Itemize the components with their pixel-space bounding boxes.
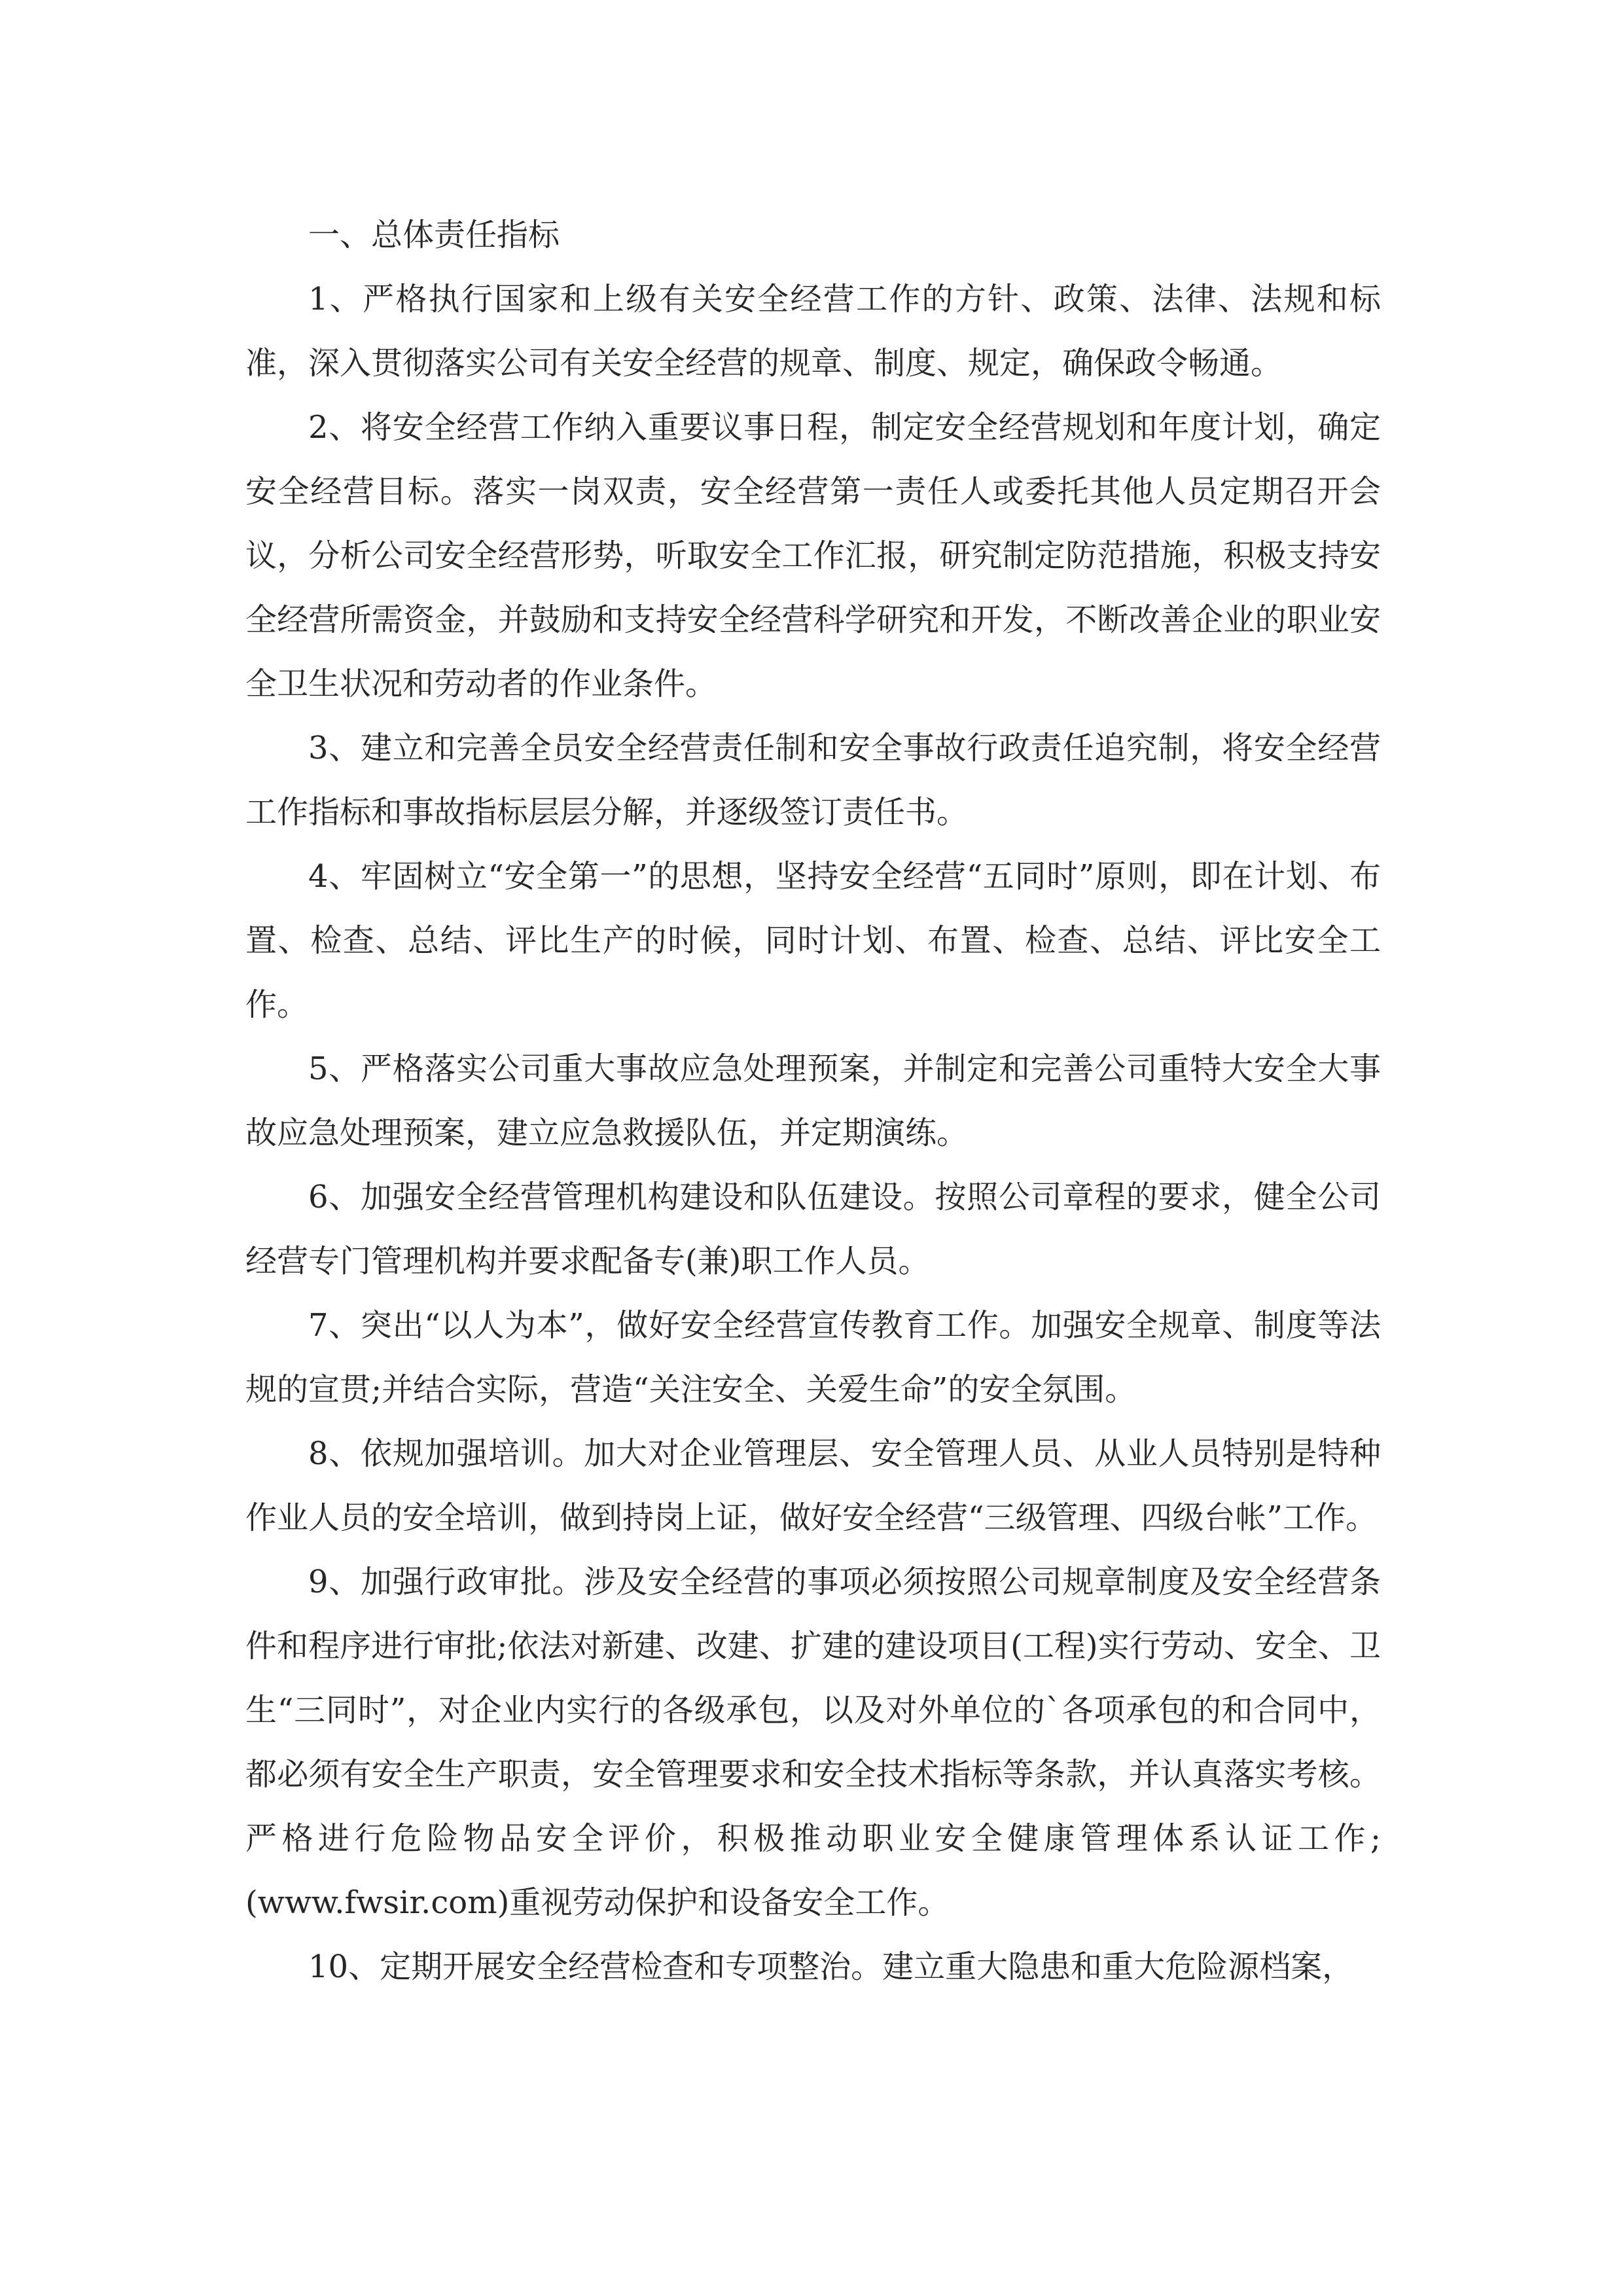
section-heading: 一、总体责任指标 — [308, 217, 560, 253]
paragraph-1: 1、严格执行国家和上级有关安全经营工作的方针、政策、法律、法规和标准，深入贯彻落实公司有关安全经营的规章、制度、规定，确保政令畅通。 — [245, 281, 1381, 382]
paragraph-7: 7、突出“以人为本”，做好安全经营宣传教育工作。加强安全规章、制度等法规的宣贯;并结合实际，营造“关注安全、关爱生命”的安全氛围。 — [245, 1307, 1381, 1408]
paragraph-3: 3、建立和完善全员安全经营责任制和安全事故行政责任追究制，将安全经营工作指标和事故指标层层分解，并逐级签订责任书。 — [245, 730, 1381, 831]
paragraph-4: 4、牢固树立“安全第一”的思想，坚持安全经营“五同时”原则，即在计划、布置、检查、总结、评比生产的时候，同时计划、布置、检查、总结、评比安全工作。 — [245, 858, 1381, 1023]
paragraph-8: 8、依规加强培训。加大对企业管理层、安全管理人员、从业人员特别是特种作业人员的安全培训，做到持岗上证，做好安全经营“三级管理、四级台帐”工作。 — [245, 1435, 1381, 1536]
paragraph-9: 9、加强行政审批。涉及安全经营的事项必须按照公司规章制度及安全经营条件和程序进行审批;依法对新建、改建、扩建的建设项目(工程)实行劳动、安全、卫生“三同时”，对企业内实行的各级承包，以及对外单位的`各项承包的和合同中，都必须有安全生产职责，安全管理要求和安全技术指标等条款，并认真落实考核。严格进行危险物品安全评价，积极推动职业安全健康管理体系认证工作;(www.fwsir.com)重视劳动保护和设备安全工作。 — [245, 1564, 1381, 1921]
document-body — [245, 203, 1381, 1999]
paragraph-10: 10、定期开展安全经营检查和专项整治。建立重大隐患和重大危险源档案， — [308, 1948, 1354, 1985]
paragraph-6: 6、加强安全经营管理机构建设和队伍建设。按照公司章程的要求，健全公司经营专门管理机构并要求配备专(兼)职工作人员。 — [245, 1179, 1381, 1280]
paragraph-5: 5、严格落实公司重大事故应急处理预案，并制定和完善公司重特大安全大事故应急处理预案，建立应急救援队伍，并定期演练。 — [245, 1050, 1381, 1151]
paragraph-2: 2、将安全经营工作纳入重要议事日程，制定安全经营规划和年度计划，确定安全经营目标。落实一岗双责，安全经营第一责任人或委托其他人员定期召开会议，分析公司安全经营形势，听取安全工作汇报，研究制定防范措施，积极支持安全经营所需资金，并鼓励和支持安全经营科学研究和开发，不断改善企业的职业安全卫生状况和劳动者的作业条件。 — [245, 409, 1381, 702]
